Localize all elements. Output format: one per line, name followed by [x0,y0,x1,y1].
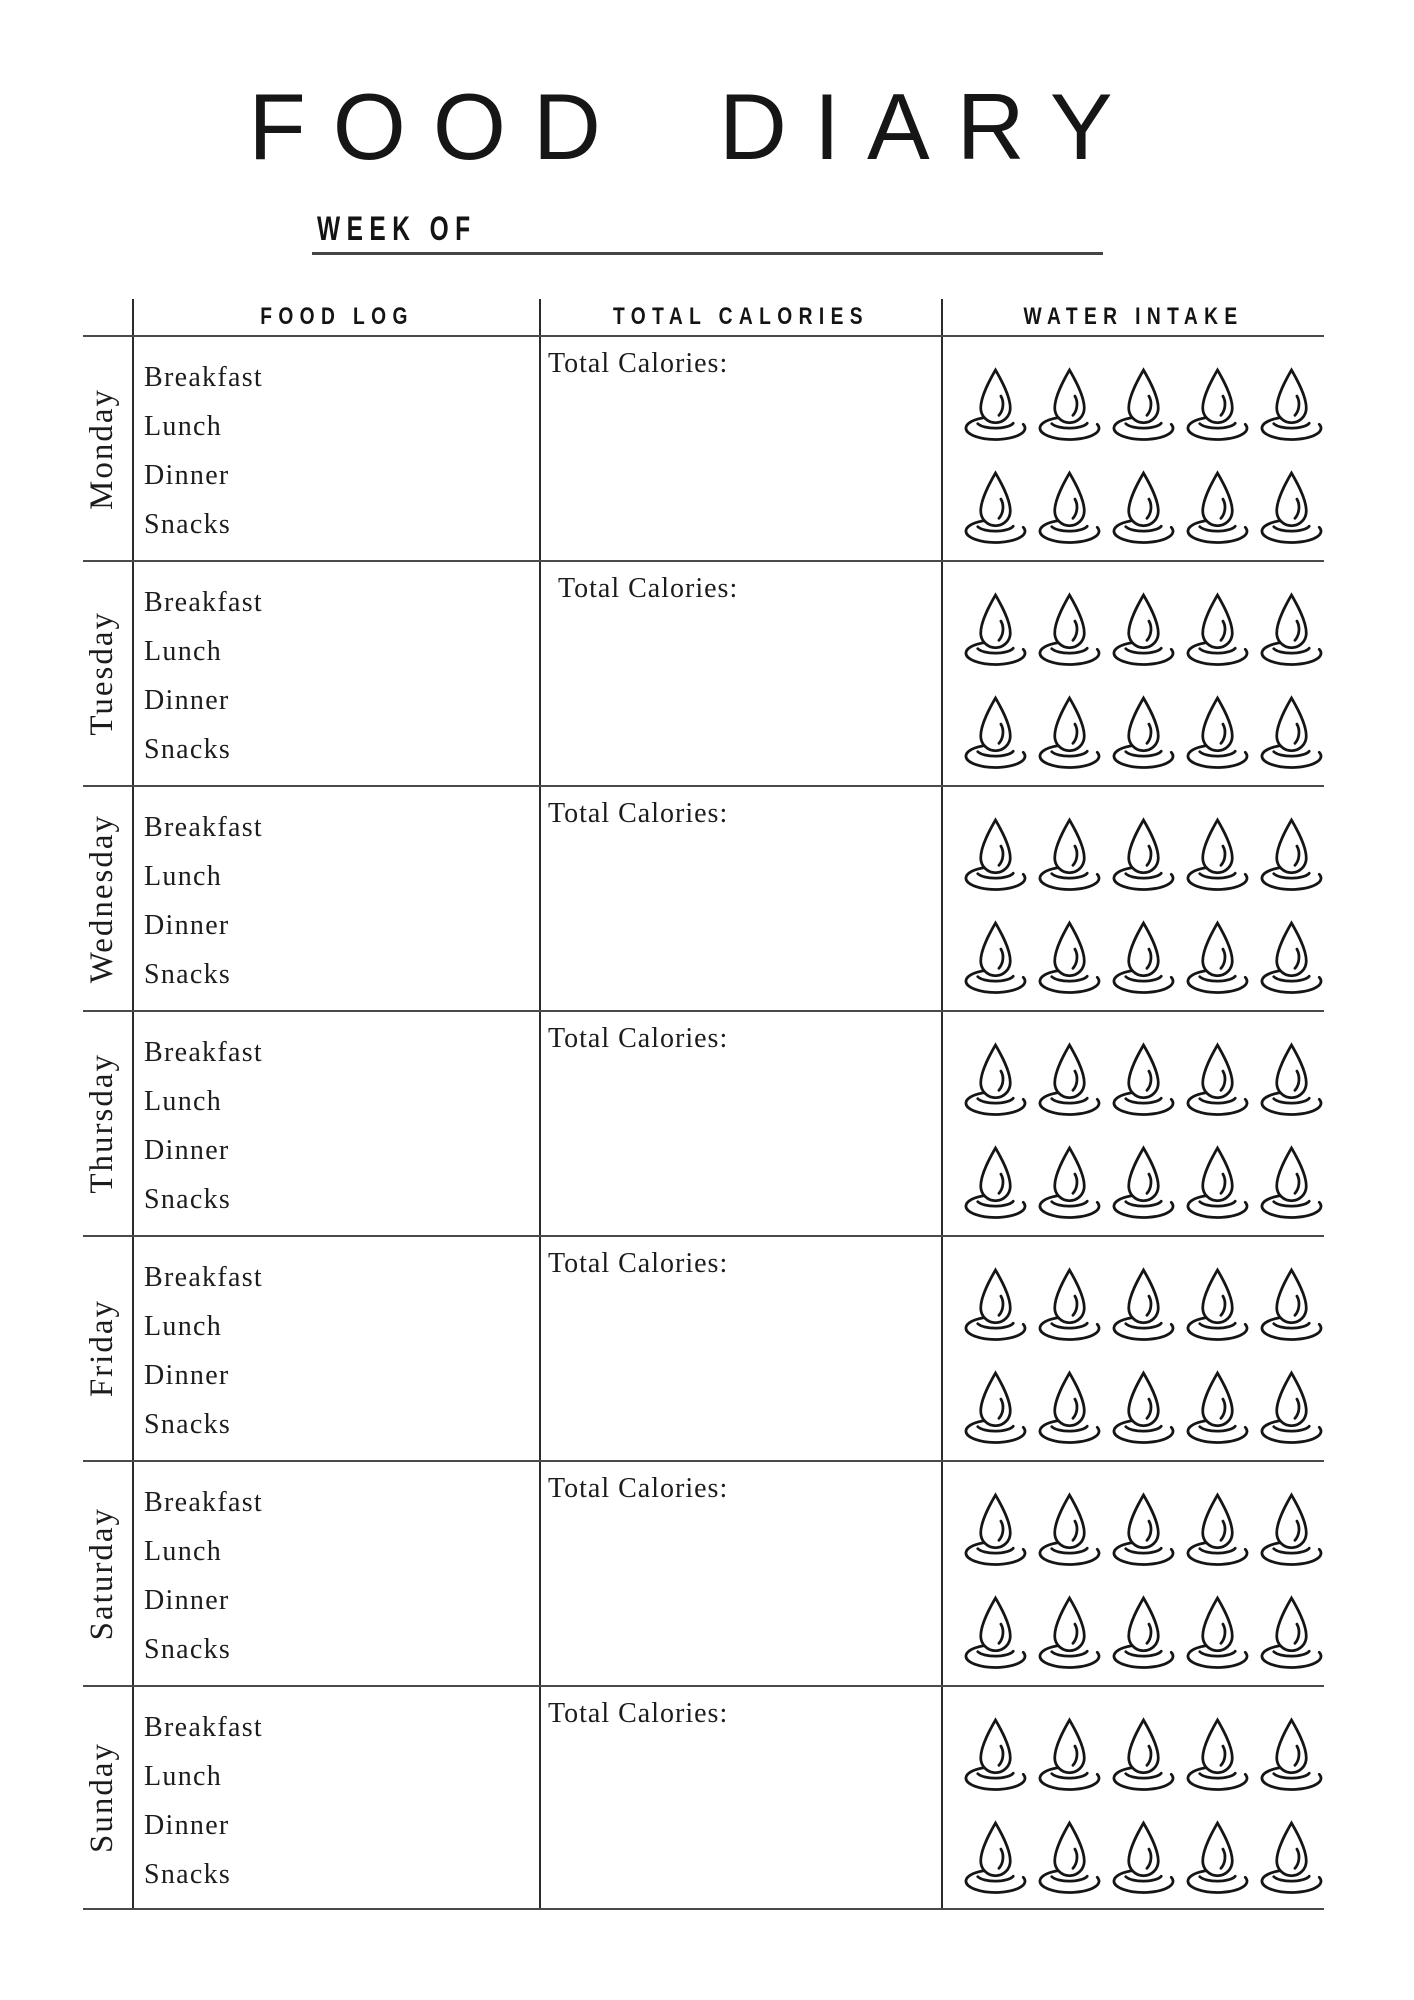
meal-label-breakfast: Breakfast [144,1262,263,1293]
water-intake-cell [941,337,1324,560]
day-label-monday: Monday [84,387,120,510]
water-drop-icon[interactable] [1112,816,1175,893]
day-cell [83,1687,132,1908]
water-drop-icon[interactable] [1038,1716,1101,1793]
total-calories-cell[interactable] [539,1687,941,1908]
total-calories-cell[interactable] [539,337,941,560]
day-label-thursday: Thursday [84,1053,120,1194]
water-drop-icon[interactable] [1260,1716,1323,1793]
day-row-sunday [83,1685,1324,1910]
table-header-row [83,299,1324,335]
water-drop-icon[interactable] [964,694,1027,771]
meal-label-dinner: Dinner [144,1810,230,1841]
meal-label-snacks: Snacks [144,734,232,765]
food-log-cell[interactable] [132,1237,539,1460]
water-intake-cell [941,1237,1324,1460]
food-log-cell[interactable] [132,562,539,785]
day-label-wednesday: Wednesday [84,813,120,984]
water-drop-icon[interactable] [1260,816,1323,893]
day-row-thursday [83,1010,1324,1235]
food-log-cell[interactable] [132,787,539,1010]
total-calories-cell[interactable] [539,1237,941,1460]
total-calories-label: Total Calories: [548,1473,729,1504]
water-drop-icon[interactable] [1038,591,1101,668]
food-log-cell[interactable] [132,1462,539,1685]
total-calories-label: Total Calories: [548,348,729,379]
total-calories-cell[interactable] [539,1462,941,1685]
water-drop-icon[interactable] [964,1491,1027,1568]
water-drop-icon[interactable] [1112,591,1175,668]
water-intake-cell [941,787,1324,1010]
day-row-saturday [83,1460,1324,1685]
meal-label-lunch: Lunch [144,1536,223,1567]
water-drop-icon[interactable] [1112,1594,1175,1671]
water-drop-icon[interactable] [1260,366,1323,443]
total-calories-cell[interactable] [539,1012,941,1235]
water-drop-icon[interactable] [1038,469,1101,546]
header-corner-cell [83,299,132,335]
water-drop-icon[interactable] [964,1716,1027,1793]
total-calories-label: Total Calories: [548,1698,729,1729]
header-total-calories-label: TOTAL CALORIES [612,303,869,330]
meal-label-dinner: Dinner [144,1585,230,1616]
header-total-calories [539,299,941,335]
meal-label-snacks: Snacks [144,1859,232,1890]
water-drop-icon[interactable] [1112,694,1175,771]
total-calories-cell[interactable] [539,787,941,1010]
meal-label-lunch: Lunch [144,636,223,667]
meal-label-snacks: Snacks [144,509,232,540]
water-drop-icon[interactable] [1038,694,1101,771]
water-drop-icon[interactable] [1038,919,1101,996]
meal-label-breakfast: Breakfast [144,1487,263,1518]
water-drop-icon[interactable] [1186,1041,1249,1118]
water-drop-icon[interactable] [1112,469,1175,546]
total-calories-label: Total Calories: [548,1248,729,1279]
meal-label-breakfast: Breakfast [144,812,263,843]
water-drop-icon[interactable] [964,1266,1027,1343]
water-intake-cell [941,562,1324,785]
water-drop-icon[interactable] [1260,1041,1323,1118]
header-water-intake-label: WATER INTAKE [1023,303,1244,330]
water-drop-icon[interactable] [1186,1594,1249,1671]
water-drop-icon[interactable] [1260,591,1323,668]
water-drop-icon[interactable] [1112,1491,1175,1568]
meal-label-snacks: Snacks [144,1634,232,1665]
day-row-wednesday [83,785,1324,1010]
water-drop-icon[interactable] [1186,1491,1249,1568]
total-calories-cell[interactable] [539,562,941,785]
water-drop-icon[interactable] [964,1041,1027,1118]
water-drop-icon[interactable] [1038,366,1101,443]
water-drop-icon[interactable] [1112,1266,1175,1343]
water-drop-icon[interactable] [1260,1491,1323,1568]
water-drop-icon[interactable] [1186,816,1249,893]
water-drop-icon[interactable] [1186,694,1249,771]
water-drop-icon[interactable] [1260,1266,1323,1343]
food-log-cell[interactable] [132,1012,539,1235]
meal-label-breakfast: Breakfast [144,1037,263,1068]
header-food-log [132,299,539,335]
water-drop-icon[interactable] [1260,1369,1323,1446]
water-drop-icon[interactable] [1186,591,1249,668]
water-drop-icon[interactable] [1038,1369,1101,1446]
water-drop-icon[interactable] [964,469,1027,546]
day-cell [83,1237,132,1460]
water-drop-icon[interactable] [964,1819,1027,1896]
water-intake-cell [941,1687,1324,1908]
day-cell [83,337,132,560]
page-title: FOOD DIARY [248,74,1140,179]
header-food-log-label: FOOD LOG [259,303,414,330]
meal-label-dinner: Dinner [144,1360,230,1391]
day-cell [83,787,132,1010]
meal-label-snacks: Snacks [144,1184,232,1215]
water-drop-icon[interactable] [1112,1819,1175,1896]
water-intake-cell [941,1462,1324,1685]
water-drop-icon[interactable] [1038,1041,1101,1118]
day-label-sunday: Sunday [84,1742,120,1853]
meal-label-dinner: Dinner [144,1135,230,1166]
water-drop-icon[interactable] [1112,1716,1175,1793]
water-drop-icon[interactable] [1112,1369,1175,1446]
water-drop-icon[interactable] [1038,1491,1101,1568]
water-drop-icon[interactable] [1038,816,1101,893]
header-water-intake [941,299,1324,335]
day-cell [83,1462,132,1685]
water-intake-cell [941,1012,1324,1235]
meal-label-breakfast: Breakfast [144,1712,263,1743]
meal-label-dinner: Dinner [144,910,230,941]
water-drop-icon[interactable] [1186,1716,1249,1793]
food-diary-table [83,299,1324,1910]
water-drop-icon[interactable] [964,816,1027,893]
day-row-monday [83,335,1324,560]
water-drop-icon[interactable] [1038,1819,1101,1896]
water-drop-icon[interactable] [964,1594,1027,1671]
meal-label-lunch: Lunch [144,1086,223,1117]
water-drop-icon[interactable] [1112,1041,1175,1118]
total-calories-label: Total Calories: [558,573,739,604]
food-log-cell[interactable] [132,1687,539,1908]
meal-label-lunch: Lunch [144,1761,223,1792]
water-drop-icon[interactable] [1186,1266,1249,1343]
day-cell [83,1012,132,1235]
water-drop-icon[interactable] [1186,469,1249,546]
water-drop-icon[interactable] [1038,1266,1101,1343]
meal-label-breakfast: Breakfast [144,587,263,618]
week-of-fill-in-line[interactable] [312,252,1103,255]
day-label-saturday: Saturday [84,1506,120,1641]
table-body [83,335,1324,1910]
water-drop-icon[interactable] [1260,1819,1323,1896]
day-row-tuesday [83,560,1324,785]
water-drop-icon[interactable] [1260,694,1323,771]
water-drop-icon[interactable] [964,591,1027,668]
meal-label-snacks: Snacks [144,959,232,990]
meal-label-lunch: Lunch [144,861,223,892]
food-log-cell[interactable] [132,337,539,560]
meal-label-breakfast: Breakfast [144,362,263,393]
day-cell [83,562,132,785]
water-drop-icon[interactable] [1112,366,1175,443]
water-drop-icon[interactable] [964,366,1027,443]
water-drop-icon[interactable] [1186,1144,1249,1221]
week-of-label: WEEK OF [317,210,477,248]
water-drop-icon[interactable] [964,919,1027,996]
water-drop-icon[interactable] [1112,1144,1175,1221]
water-drop-icon[interactable] [1260,1594,1323,1671]
meal-label-dinner: Dinner [144,460,230,491]
total-calories-label: Total Calories: [548,798,729,829]
water-drop-icon[interactable] [1260,1144,1323,1221]
water-drop-icon[interactable] [1186,366,1249,443]
water-drop-icon[interactable] [1038,1144,1101,1221]
meal-label-lunch: Lunch [144,411,223,442]
day-label-tuesday: Tuesday [84,611,120,736]
meal-label-snacks: Snacks [144,1409,232,1440]
water-drop-icon[interactable] [1186,1819,1249,1896]
total-calories-label: Total Calories: [548,1023,729,1054]
meal-label-lunch: Lunch [144,1311,223,1342]
day-row-friday [83,1235,1324,1460]
water-drop-icon[interactable] [964,1144,1027,1221]
water-drop-icon[interactable] [964,1369,1027,1446]
water-drop-icon[interactable] [1186,919,1249,996]
water-drop-icon[interactable] [1112,919,1175,996]
water-drop-icon[interactable] [1038,1594,1101,1671]
water-drop-icon[interactable] [1260,919,1323,996]
meal-label-dinner: Dinner [144,685,230,716]
day-label-friday: Friday [84,1299,120,1398]
water-drop-icon[interactable] [1260,469,1323,546]
water-drop-icon[interactable] [1186,1369,1249,1446]
